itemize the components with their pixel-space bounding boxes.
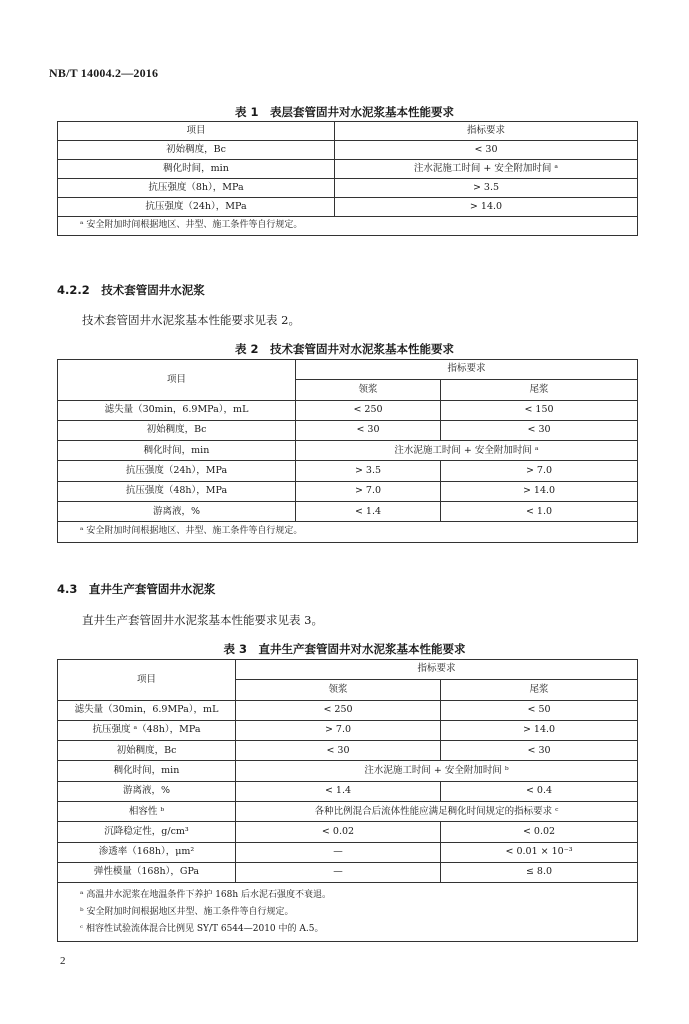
section-heading: 4.2.2 技术套管固井水泥浆 xyxy=(57,283,205,297)
row-item: 弹性模量（168h），GPa xyxy=(58,862,236,882)
table-footnotes xyxy=(58,883,638,942)
table-row xyxy=(58,461,638,481)
row-item: 抗压强度（24h），MPa xyxy=(58,461,296,481)
row-lead-value: < 1.4 xyxy=(296,502,441,522)
header-tail-slurry: 尾浆 xyxy=(441,680,638,700)
table-row xyxy=(58,842,638,862)
header-lead-slurry: 领浆 xyxy=(296,380,441,400)
table2-caption: 表 2 技术套管固井对水泥浆基本性能要求 xyxy=(234,342,454,356)
row-tail-value: < 0.4 xyxy=(441,781,638,801)
document-header: NB/T 14004.2—2016 xyxy=(49,66,159,80)
header-item: 项目 xyxy=(58,122,335,141)
table-row xyxy=(58,720,638,740)
row-item: 滤失量（30min，6.9MPa），mL xyxy=(58,400,296,420)
row-merged-value: 注水泥施工时间 + 安全附加时间 ᵃ xyxy=(296,441,638,461)
row-item: 稠化时间，min xyxy=(58,761,236,781)
row-item: 抗压强度 ᵃ（48h），MPa xyxy=(58,720,236,740)
table-row xyxy=(58,481,638,501)
table-footnote: ᶜ 相容性试验流体混合比例见 SY/T 6544—2010 中的 A.5。 xyxy=(80,924,324,935)
table1-caption: 表 1 表层套管固井对水泥浆基本性能要求 xyxy=(234,105,454,119)
table-row xyxy=(58,741,638,761)
table-row xyxy=(58,198,638,217)
table-row xyxy=(58,400,638,420)
row-lead-value: < 0.02 xyxy=(236,822,441,842)
row-merged-value: 注水泥施工时间 + 安全附加时间 ᵇ xyxy=(236,761,638,781)
header-requirement: 指标要求 xyxy=(236,660,638,680)
row-lead-value: < 250 xyxy=(296,400,441,420)
section-paragraph: 技术套管固井水泥浆基本性能要求见表 2。 xyxy=(82,313,300,327)
row-item: 抗压强度（8h），MPa xyxy=(58,179,335,198)
table-row xyxy=(58,781,638,801)
row-lead-value: > 7.0 xyxy=(296,481,441,501)
table-header-row xyxy=(58,660,638,680)
row-item: 相容性 ᵇ xyxy=(58,802,236,822)
row-item: 游离液，% xyxy=(58,781,236,801)
section-paragraph: 直井生产套管固井水泥浆基本性能要求见表 3。 xyxy=(82,613,323,627)
table-note-row xyxy=(58,217,638,236)
row-item: 初始稠度，Bc xyxy=(58,141,335,160)
table2 xyxy=(57,359,638,543)
table-row xyxy=(58,441,638,461)
table-footnote: ᵃ 安全附加时间根据地区、井型、施工条件等自行规定。 xyxy=(58,217,638,236)
table-footnote: ᵇ 安全附加时间根据地区井型、施工条件等自行规定。 xyxy=(80,907,294,918)
row-lead-value: < 250 xyxy=(236,700,441,720)
table-footnote: ᵃ 高温井水泥浆在地温条件下养护 168h 后水泥石强度不衰退。 xyxy=(80,890,332,901)
row-item: 抗压强度（24h），MPa xyxy=(58,198,335,217)
row-tail-value: < 30 xyxy=(441,741,638,761)
row-value: < 30 xyxy=(335,141,638,160)
table-row xyxy=(58,160,638,179)
row-tail-value: > 7.0 xyxy=(441,461,638,481)
header-requirement: 指标要求 xyxy=(296,360,638,380)
header-item: 项目 xyxy=(58,360,296,401)
table-row xyxy=(58,502,638,522)
table-note-row xyxy=(58,522,638,542)
row-item: 初始稠度，Bc xyxy=(58,420,296,440)
table-header-row xyxy=(58,122,638,141)
row-tail-value: < 0.01 × 10⁻³ xyxy=(441,842,638,862)
row-item: 游离液，% xyxy=(58,502,296,522)
table-row xyxy=(58,862,638,882)
row-tail-value: > 14.0 xyxy=(441,481,638,501)
row-tail-value: < 30 xyxy=(441,420,638,440)
table-row xyxy=(58,179,638,198)
table-row xyxy=(58,822,638,842)
row-tail-value: < 50 xyxy=(441,700,638,720)
row-lead-value: — xyxy=(236,862,441,882)
table3 xyxy=(57,659,638,942)
row-lead-value: < 30 xyxy=(236,741,441,761)
table-row xyxy=(58,700,638,720)
row-value: > 3.5 xyxy=(335,179,638,198)
header-lead-slurry: 领浆 xyxy=(236,680,441,700)
section-heading: 4.3 直井生产套管固井水泥浆 xyxy=(57,582,216,596)
row-item: 初始稠度，Bc xyxy=(58,741,236,761)
row-item: 稠化时间，min xyxy=(58,441,296,461)
row-lead-value: > 7.0 xyxy=(236,720,441,740)
row-tail-value: < 150 xyxy=(441,400,638,420)
row-tail-value: > 14.0 xyxy=(441,720,638,740)
row-value: 注水泥施工时间 + 安全附加时间 ᵃ xyxy=(335,160,638,179)
table-footnote: ᵃ 安全附加时间根据地区、井型、施工条件等自行规定。 xyxy=(58,522,638,542)
row-value: > 14.0 xyxy=(335,198,638,217)
row-tail-value: ≤ 8.0 xyxy=(441,862,638,882)
row-tail-value: < 1.0 xyxy=(441,502,638,522)
table-row xyxy=(58,141,638,160)
row-item: 沉降稳定性，g/cm³ xyxy=(58,822,236,842)
header-tail-slurry: 尾浆 xyxy=(441,380,638,400)
row-item: 抗压强度（48h），MPa xyxy=(58,481,296,501)
table1 xyxy=(57,121,638,236)
row-item: 稠化时间，min xyxy=(58,160,335,179)
table-row xyxy=(58,802,638,822)
table-row xyxy=(58,420,638,440)
row-merged-value: 各种比例混合后流体性能应满足稠化时间规定的指标要求 ᶜ xyxy=(236,802,638,822)
page-number: 2 xyxy=(60,955,66,967)
row-lead-value: — xyxy=(236,842,441,862)
table3-caption: 表 3 直井生产套管固井对水泥浆基本性能要求 xyxy=(223,642,466,656)
row-tail-value: < 0.02 xyxy=(441,822,638,842)
row-lead-value: < 1.4 xyxy=(236,781,441,801)
row-item: 滤失量（30min，6.9MPa），mL xyxy=(58,700,236,720)
row-lead-value: < 30 xyxy=(296,420,441,440)
row-item: 渗透率（168h），μm² xyxy=(58,842,236,862)
header-item: 项目 xyxy=(58,660,236,701)
header-requirement: 指标要求 xyxy=(335,122,638,141)
table-row xyxy=(58,761,638,781)
row-lead-value: > 3.5 xyxy=(296,461,441,481)
table-note-row xyxy=(58,883,638,942)
table-header-row xyxy=(58,360,638,380)
